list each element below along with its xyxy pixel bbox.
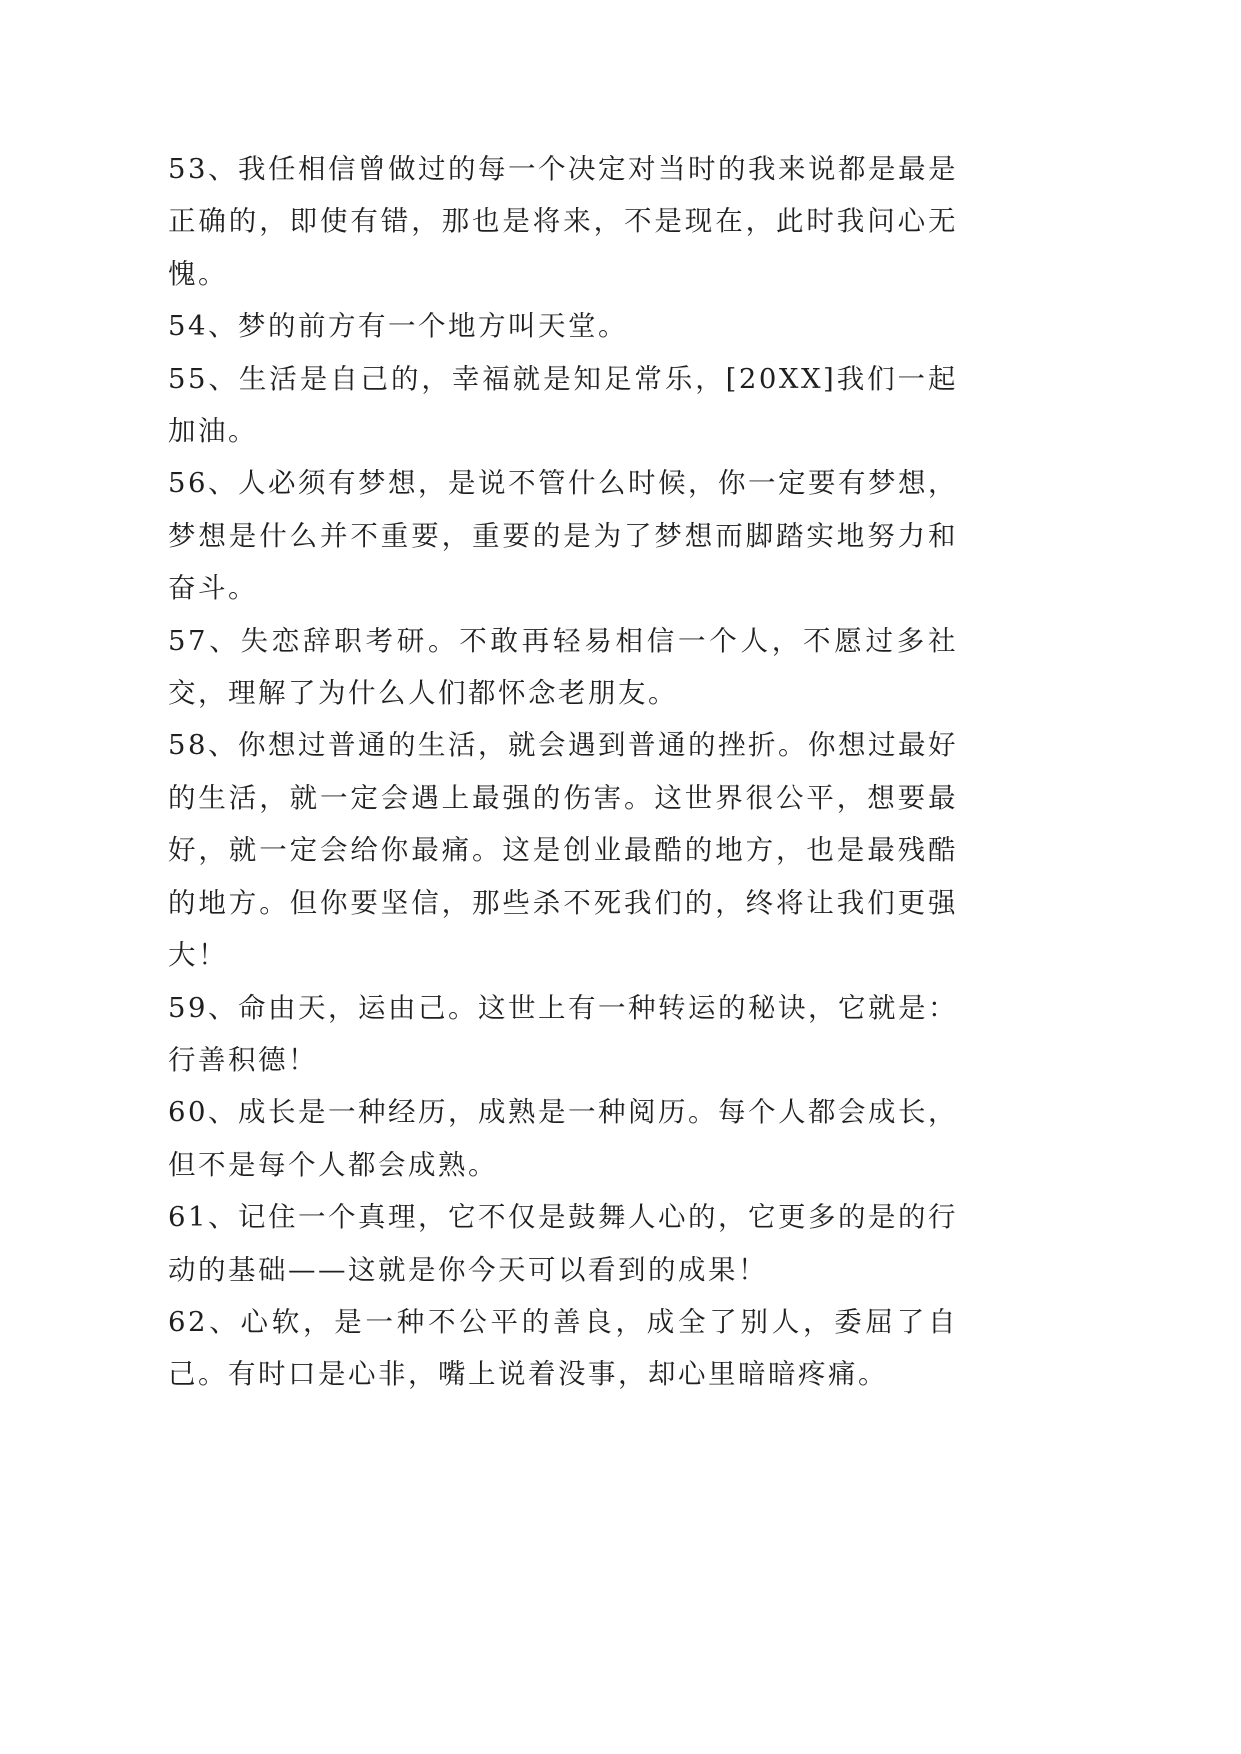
document-body [168, 143, 958, 1401]
paragraph-56: 56、人必须有梦想，是说不管什么时候，你一定要有梦想，梦想是什么并不重要，重要的是为了梦想而脚踏实地努力和奋斗。 [168, 467, 958, 605]
paragraph-61: 61、记住一个真理，它不仅是鼓舞人心的，它更多的是的行动的基础——这就是你今天可以看到的成果！ [168, 1201, 958, 1286]
paragraph-60: 60、成长是一种经历，成熟是一种阅历。每个人都会成长，但不是每个人都会成熟。 [168, 1096, 958, 1181]
paragraph-55: 55、生活是自己的，幸福就是知足常乐，[20XX]我们一起加油。 [168, 362, 958, 448]
paragraph-59: 59、命由天，运由己。这世上有一种转运的秘诀，它就是：行善积德！ [168, 991, 958, 1076]
paragraph-58: 58、你想过普通的生活，就会遇到普通的挫折。你想过最好的生活，就一定会遇上最强的伤害。这世界很公平，想要最好，就一定会给你最痛。这是创业最酷的地方，也是最残酷的地方。但你要坚信，那些杀不死我们的，终将让我们更强大！ [168, 729, 958, 972]
paragraph-53: 53、我任相信曾做过的每一个决定对当时的我来说都是最是正确的，即使有错，那也是将来，不是现在，此时我问心无愧。 [168, 153, 958, 290]
paragraph-54: 54、梦的前方有一个地方叫天堂。 [168, 310, 628, 343]
paragraph-57: 57、失恋辞职考研。不敢再轻易相信一个人，不愿过多社交，理解了为什么人们都怀念老朋友。 [168, 624, 958, 710]
paragraph-62: 62、心软，是一种不公平的善良，成全了别人，委屈了自己。有时口是心非，嘴上说着没事，却心里暗暗疼痛。 [168, 1305, 958, 1391]
